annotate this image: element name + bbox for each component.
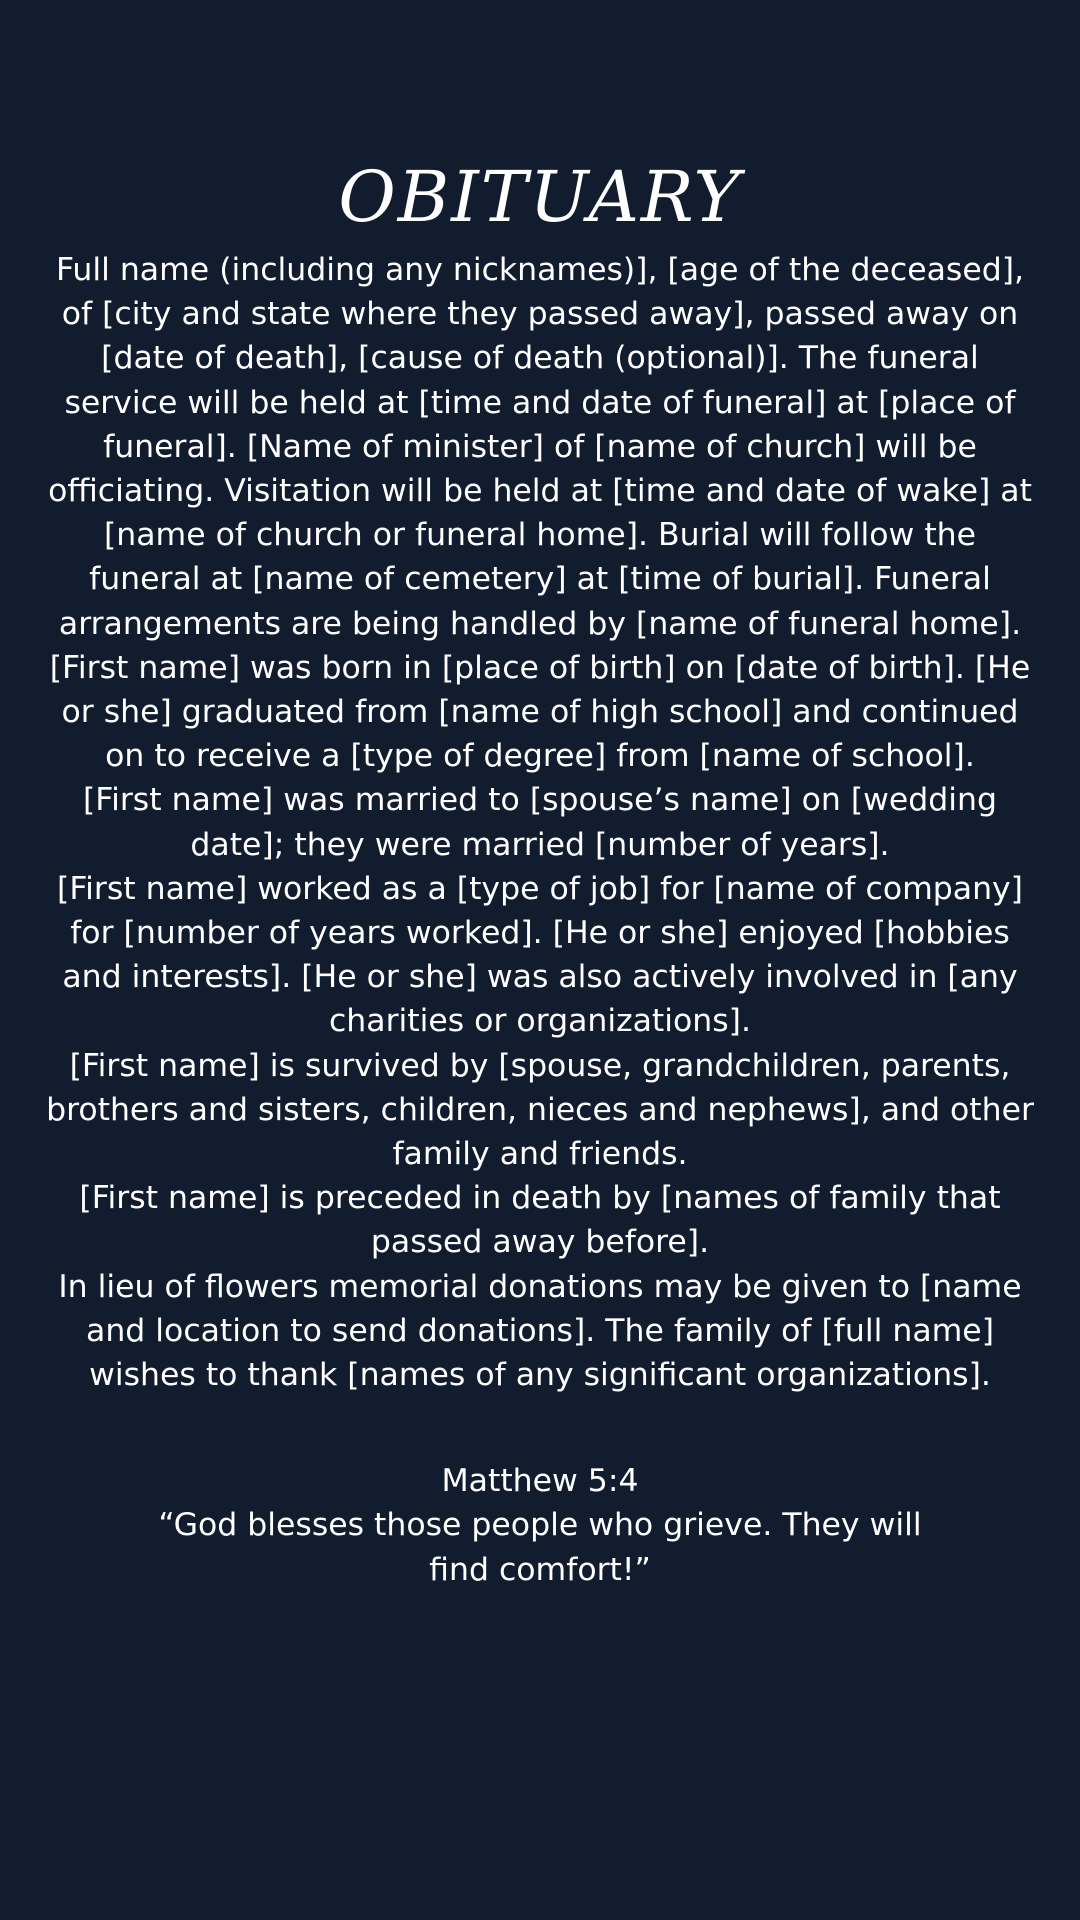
paragraph-preceded-by: [First name] is preceded in death by [names of family that passed away before]. <box>79 1180 1001 1261</box>
paragraph-marriage: [First name] was married to [spouse’s name] on [wedding date]; they were married [number of years]. <box>82 782 997 863</box>
page-title: OBITUARY <box>338 156 742 238</box>
paragraph-death-and-services: Full name (including any nicknames)], [age of the deceased], of [city and state where they passed away], passed away on [date of death], [cause of death (optional)]. The funeral service will be held at [time and date of funeral] at [place of funeral]. [Name of minister] of [name of church] will be officiating. Visitation will be held at [time and date of wake] at [name of church or funeral home]. Burial will follow the funeral at [name of cemetery] at [time of burial]. Funeral arrangements are being handled by [name of funeral home]. <box>48 252 1032 642</box>
paragraph-career-and-interests: [First name] worked as a [type of job] for [name of company] for [number of years worked]. [He or she] enjoyed [hobbies and interests]. [He or she] was also actively involved in [any charities or organizations]. <box>57 870 1023 1040</box>
paragraph-survived-by: [First name] is survived by [spouse, grandchildren, parents, brothers and sisters, children, nieces and nephews], and other family and friends. <box>46 1047 1034 1173</box>
obituary-body <box>44 248 1036 1397</box>
paragraph-donations-and-thanks: In lieu of flowers memorial donations may be given to [name and location to send donations]. The family of [full name] wishes to thank [names of any significant organizations]. <box>58 1268 1022 1394</box>
scripture-verse <box>44 1459 1036 1592</box>
verse-reference: Matthew 5:4 <box>441 1463 639 1500</box>
paragraph-birth-and-education: [First name] was born in [place of birth] on [date of birth]. [He or she] graduated from [name of high school] and continued on to receive a [type of degree] from [name of school]. <box>49 649 1031 775</box>
verse-quote: “God blesses those people who grieve. They will find comfort!” <box>158 1507 922 1588</box>
